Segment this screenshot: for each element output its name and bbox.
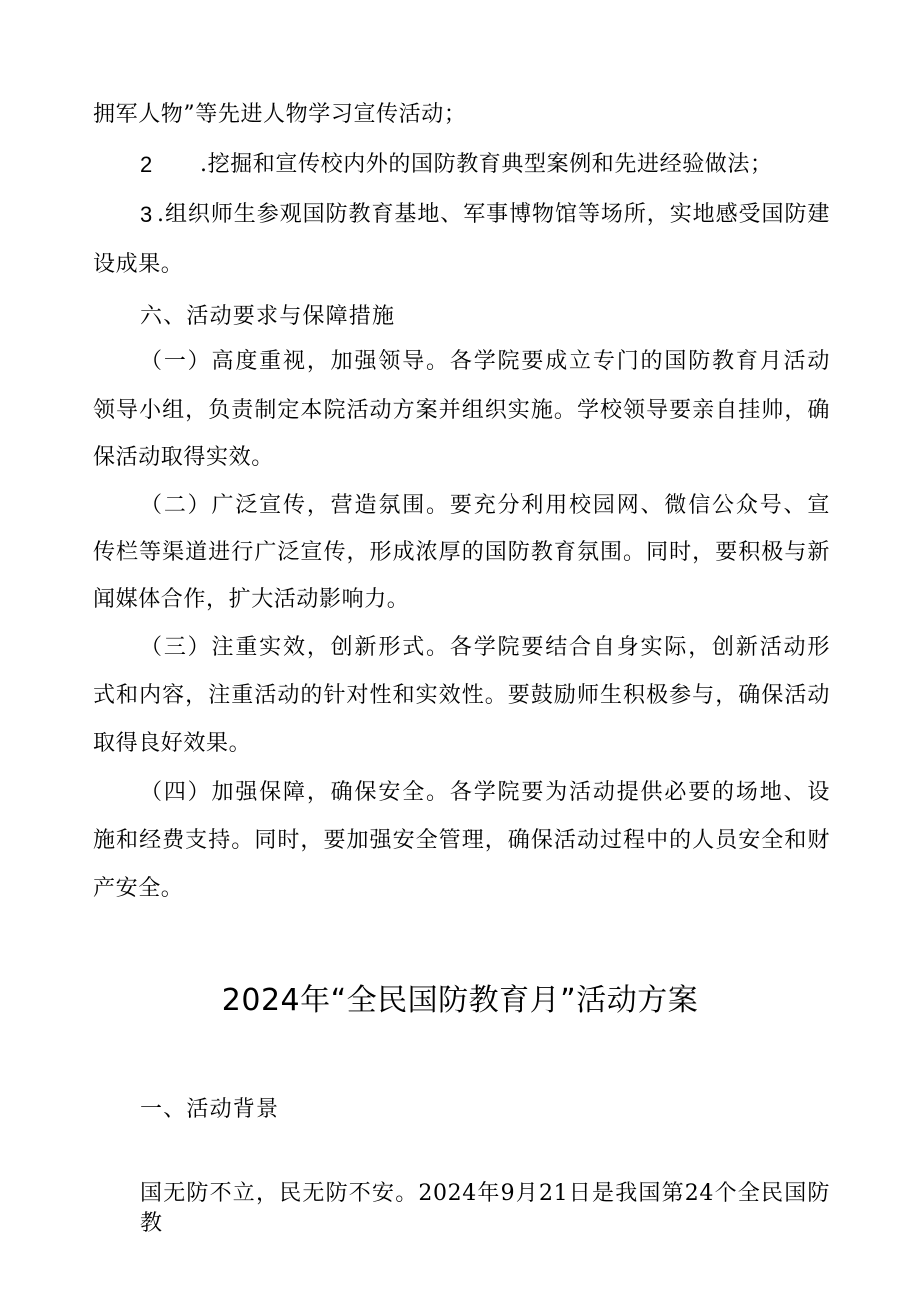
paragraph-line: 取得良好效果。 xyxy=(93,731,252,756)
paragraph-line: 传栏等渠道进行广泛宣传，形成浓厚的国防教育氛围。同时，要积极与新 xyxy=(93,540,830,565)
paragraph-line: 式和内容，注重活动的针对性和实效性。要鼓励师生积极参与，确保活动 xyxy=(93,683,830,708)
section-heading: 六、活动要求与保障措施 xyxy=(140,304,396,329)
paragraph-line: 施和经费支持。同时，要加强安全管理，确保活动过程中的人员安全和财 xyxy=(93,828,830,853)
list-item-number: 3 xyxy=(140,202,153,227)
list-item xyxy=(140,200,830,230)
paragraph-line: 国无防不立，民无防不安。2024年9月21日是我国第24个全民国防教 xyxy=(140,1181,830,1236)
paragraph-line: 产安全。 xyxy=(93,876,184,901)
paragraph-line: （二）广泛宣传，营造氛围。要充分利用校园网、微信公众号、宣 xyxy=(140,493,830,518)
list-item-text: .挖掘和宣传校内外的国防教育典型案例和先进经验做法； xyxy=(200,152,773,177)
paragraph-line: 设成果。 xyxy=(93,252,184,277)
list-item xyxy=(140,150,830,180)
paragraph-line: （四）加强保障，确保安全。各学院要为活动提供必要的场地、设 xyxy=(140,780,830,805)
paragraph-line: （三）注重实效，创新形式。各学院要结合自身实际，创新活动形 xyxy=(140,635,830,660)
document-title: 2024年“全民国防教育月”活动方案 xyxy=(221,983,699,1018)
list-item-number: 2 xyxy=(140,152,153,177)
list-item-text: .组织师生参观国防教育基地、军事博物馆等场所，实地感受国防建 xyxy=(157,202,830,227)
paragraph-line: 保活动取得实效。 xyxy=(93,445,274,470)
paragraph-line: 闻媒体合作，扩大活动影响力。 xyxy=(93,587,410,612)
paragraph-line: 拥军人物”等先进人物学习宣传活动； xyxy=(93,102,467,127)
paragraph-line: （一）高度重视，加强领导。各学院要成立专门的国防教育月活动 xyxy=(140,349,830,374)
paragraph-line: 领导小组，负责制定本院活动方案并组织实施。学校领导要亲自挂帅，确 xyxy=(93,398,830,423)
section-heading: 一、活动背景 xyxy=(140,1097,280,1122)
